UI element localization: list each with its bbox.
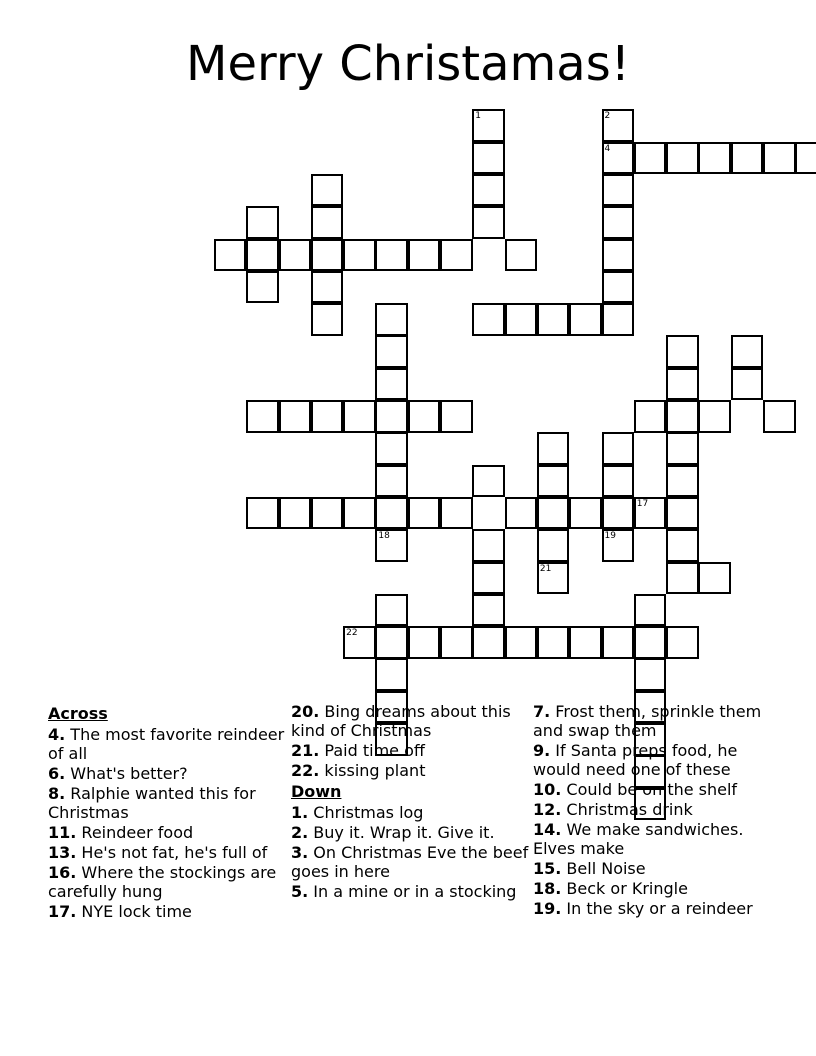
clue-number: 22. <box>291 761 320 780</box>
grid-cell[interactable] <box>279 497 312 530</box>
grid-cell[interactable] <box>602 529 635 562</box>
clue-text: Bing dreams about this kind of Christmas <box>291 702 511 740</box>
clue-item <box>533 780 763 799</box>
grid-cell[interactable] <box>569 497 602 530</box>
grid-cell[interactable] <box>375 594 408 627</box>
grid-cell[interactable] <box>666 142 699 175</box>
clue-text: Bell Noise <box>561 859 646 878</box>
clue-number: 13. <box>48 843 77 862</box>
grid-cell[interactable] <box>375 529 408 562</box>
grid-cell[interactable] <box>602 271 635 304</box>
clue-number: 1. <box>291 803 309 822</box>
grid-cell[interactable] <box>472 529 505 562</box>
grid-cell[interactable] <box>763 142 796 175</box>
grid-cell[interactable] <box>375 239 408 272</box>
grid-cell[interactable] <box>279 400 312 433</box>
grid-cell[interactable] <box>666 368 699 401</box>
grid-cell[interactable] <box>440 239 473 272</box>
grid-cell[interactable] <box>537 562 570 595</box>
grid-cell[interactable] <box>666 465 699 498</box>
grid-cell[interactable] <box>634 594 667 627</box>
clue-number: 7. <box>533 702 551 721</box>
clue-number: 20. <box>291 702 320 721</box>
grid-cell[interactable] <box>602 626 635 659</box>
clue-text: In the sky or a reindeer <box>561 899 753 918</box>
clue-number: 9. <box>533 741 551 760</box>
clue-number: 10. <box>533 780 562 799</box>
clue-text: Christmas drink <box>561 800 693 819</box>
clue-item <box>48 902 288 921</box>
grid-cell[interactable] <box>375 432 408 465</box>
grid-cell[interactable] <box>440 400 473 433</box>
clue-number: 15. <box>533 859 562 878</box>
clue-item <box>533 899 763 918</box>
clue-column-2 <box>291 702 531 902</box>
clue-number: 17. <box>48 902 77 921</box>
grid-cell[interactable] <box>440 626 473 659</box>
clue-number: 2. <box>291 823 309 842</box>
grid-cell[interactable] <box>408 626 441 659</box>
grid-cell[interactable] <box>505 626 538 659</box>
grid-cell[interactable] <box>246 239 279 272</box>
clue-item <box>533 859 763 878</box>
grid-cell[interactable] <box>375 368 408 401</box>
grid-cell[interactable] <box>472 206 505 239</box>
grid-cell[interactable] <box>311 497 344 530</box>
clue-text: kissing plant <box>319 761 426 780</box>
clue-number: 3. <box>291 843 309 862</box>
clue-text: He's not fat, he's full of <box>76 843 268 862</box>
grid-cell[interactable] <box>602 109 635 142</box>
grid-cell[interactable] <box>375 400 408 433</box>
grid-cell[interactable] <box>343 400 376 433</box>
clue-text: If Santa preps food, he would need one of these <box>533 741 738 779</box>
grid-cell[interactable] <box>246 206 279 239</box>
clue-number: 11. <box>48 823 77 842</box>
grid-cell[interactable] <box>537 529 570 562</box>
clue-number-label: 17 <box>636 498 649 509</box>
grid-cell[interactable] <box>472 303 505 336</box>
clue-item <box>291 803 531 822</box>
clue-text: Buy it. Wrap it. Give it. <box>308 823 495 842</box>
grid-cell[interactable] <box>472 626 505 659</box>
grid-cell[interactable] <box>472 142 505 175</box>
grid-cell[interactable] <box>246 497 279 530</box>
grid-cell[interactable] <box>505 303 538 336</box>
clue-number: 5. <box>291 882 309 901</box>
clue-number: 16. <box>48 863 77 882</box>
grid-cell[interactable] <box>246 400 279 433</box>
grid-cell[interactable] <box>602 432 635 465</box>
grid-cell[interactable] <box>666 626 699 659</box>
clue-number: 14. <box>533 820 562 839</box>
clue-number-label: 2 <box>604 111 611 122</box>
grid-cell[interactable] <box>569 626 602 659</box>
grid-cell[interactable] <box>763 400 796 433</box>
grid-cell[interactable] <box>537 303 570 336</box>
grid-cell[interactable] <box>311 174 344 207</box>
clue-number: 6. <box>48 764 66 783</box>
clue-text: Frost them, sprinkle them and swap them <box>533 702 762 740</box>
grid-cell[interactable] <box>343 497 376 530</box>
clue-text: Reindeer food <box>76 823 194 842</box>
grid-cell[interactable] <box>666 335 699 368</box>
clue-number-label: 19 <box>604 531 616 542</box>
clue-number-label: 4 <box>604 143 611 154</box>
grid-cell[interactable] <box>634 400 667 433</box>
clue-item <box>291 741 531 760</box>
clue-number: 4. <box>48 725 66 744</box>
clue-item <box>291 702 531 740</box>
clue-number: 12. <box>533 800 562 819</box>
grid-cell[interactable] <box>634 626 667 659</box>
grid-cell[interactable] <box>698 562 731 595</box>
clue-item <box>533 800 763 819</box>
grid-cell[interactable] <box>602 142 635 175</box>
grid-cell[interactable] <box>472 174 505 207</box>
clue-text: In a mine or in a stocking <box>308 882 517 901</box>
clue-number: 18. <box>533 879 562 898</box>
grid-cell[interactable] <box>408 497 441 530</box>
grid-cell[interactable] <box>375 497 408 530</box>
clue-text: What's better? <box>65 764 188 783</box>
clue-item <box>48 863 288 901</box>
clue-item <box>48 823 288 842</box>
grid-cell[interactable] <box>505 497 538 530</box>
grid-cell[interactable] <box>602 239 635 272</box>
clue-item <box>48 843 288 862</box>
clue-text: The most favorite reindeer of all <box>48 725 285 763</box>
clue-number-label: 21 <box>539 563 552 574</box>
grid-cell[interactable] <box>472 594 505 627</box>
grid-cell[interactable] <box>375 465 408 498</box>
clue-item <box>48 764 288 783</box>
down-heading: Down <box>291 782 342 801</box>
clue-item <box>291 823 531 842</box>
clue-item <box>533 820 763 858</box>
grid-cell[interactable] <box>343 239 376 272</box>
grid-cell[interactable] <box>569 303 602 336</box>
clue-number: 8. <box>48 784 66 803</box>
clue-text: NYE lock time <box>76 902 192 921</box>
clue-text: On Christmas Eve the beef goes in here <box>291 843 529 881</box>
grid-cell[interactable] <box>666 529 699 562</box>
clue-text: Christmas log <box>308 803 424 822</box>
grid-cell[interactable] <box>795 142 816 175</box>
clue-column-1 <box>48 702 288 922</box>
grid-cell[interactable] <box>246 271 279 304</box>
grid-cell[interactable] <box>440 497 473 530</box>
clue-item <box>291 761 531 780</box>
clue-column-3 <box>533 702 763 919</box>
grid-cell[interactable] <box>731 335 764 368</box>
grid-cell[interactable] <box>343 626 376 659</box>
grid-cell[interactable] <box>311 239 344 272</box>
grid-cell[interactable] <box>279 239 312 272</box>
clue-number: 21. <box>291 741 320 760</box>
clue-item <box>533 879 763 898</box>
grid-cell[interactable] <box>634 142 667 175</box>
grid-cell[interactable] <box>537 465 570 498</box>
grid-cell[interactable] <box>602 465 635 498</box>
clue-item <box>533 741 763 779</box>
grid-cell[interactable] <box>472 109 505 142</box>
grid-cell[interactable] <box>537 432 570 465</box>
grid-cell[interactable] <box>602 174 635 207</box>
clue-number-label: 1 <box>475 111 482 122</box>
clue-number: 19. <box>533 899 562 918</box>
grid-cell[interactable] <box>666 497 699 530</box>
grid-cell[interactable] <box>602 206 635 239</box>
grid-cell[interactable] <box>311 271 344 304</box>
clue-text: Beck or Kringle <box>561 879 688 898</box>
grid-cell[interactable] <box>375 658 408 691</box>
grid-cell[interactable] <box>311 400 344 433</box>
clue-number-label: 18 <box>378 531 390 542</box>
clue-text: Ralphie wanted this for Christmas <box>48 784 256 822</box>
grid-cell[interactable] <box>505 239 538 272</box>
clue-text: We make sandwiches. Elves make <box>533 820 744 858</box>
grid-cell[interactable] <box>698 142 731 175</box>
clue-item <box>291 882 531 901</box>
grid-cell[interactable] <box>214 239 247 272</box>
grid-cell[interactable] <box>472 562 505 595</box>
grid-cell[interactable] <box>408 239 441 272</box>
grid-cell[interactable] <box>537 626 570 659</box>
clue-text: Paid time off <box>319 741 425 760</box>
grid-cell[interactable] <box>375 303 408 336</box>
clue-item <box>48 725 288 763</box>
grid-cell[interactable] <box>311 206 344 239</box>
clue-text: Where the stockings are carefully hung <box>48 863 277 901</box>
grid-cell[interactable] <box>602 497 635 530</box>
grid-cell[interactable] <box>537 497 570 530</box>
grid-cell[interactable] <box>731 142 764 175</box>
clue-item <box>291 843 531 881</box>
grid-cell[interactable] <box>666 400 699 433</box>
grid-cell[interactable] <box>408 400 441 433</box>
puzzle-title: Merry Christamas! <box>186 36 630 92</box>
clue-item <box>533 702 763 740</box>
grid-cell[interactable] <box>311 303 344 336</box>
clue-text: Could be on the shelf <box>561 780 738 799</box>
grid-cell[interactable] <box>634 497 667 530</box>
grid-cell[interactable] <box>731 368 764 401</box>
grid-cell[interactable] <box>375 626 408 659</box>
grid-cell[interactable] <box>666 562 699 595</box>
grid-cell[interactable] <box>634 658 667 691</box>
clue-number-label: 22 <box>346 628 358 639</box>
grid-cell[interactable] <box>375 335 408 368</box>
grid-cell[interactable] <box>698 400 731 433</box>
clue-item <box>48 784 288 822</box>
grid-cell[interactable] <box>602 303 635 336</box>
across-heading: Across <box>48 704 108 723</box>
grid-cell[interactable] <box>472 465 505 498</box>
grid-cell[interactable] <box>666 432 699 465</box>
